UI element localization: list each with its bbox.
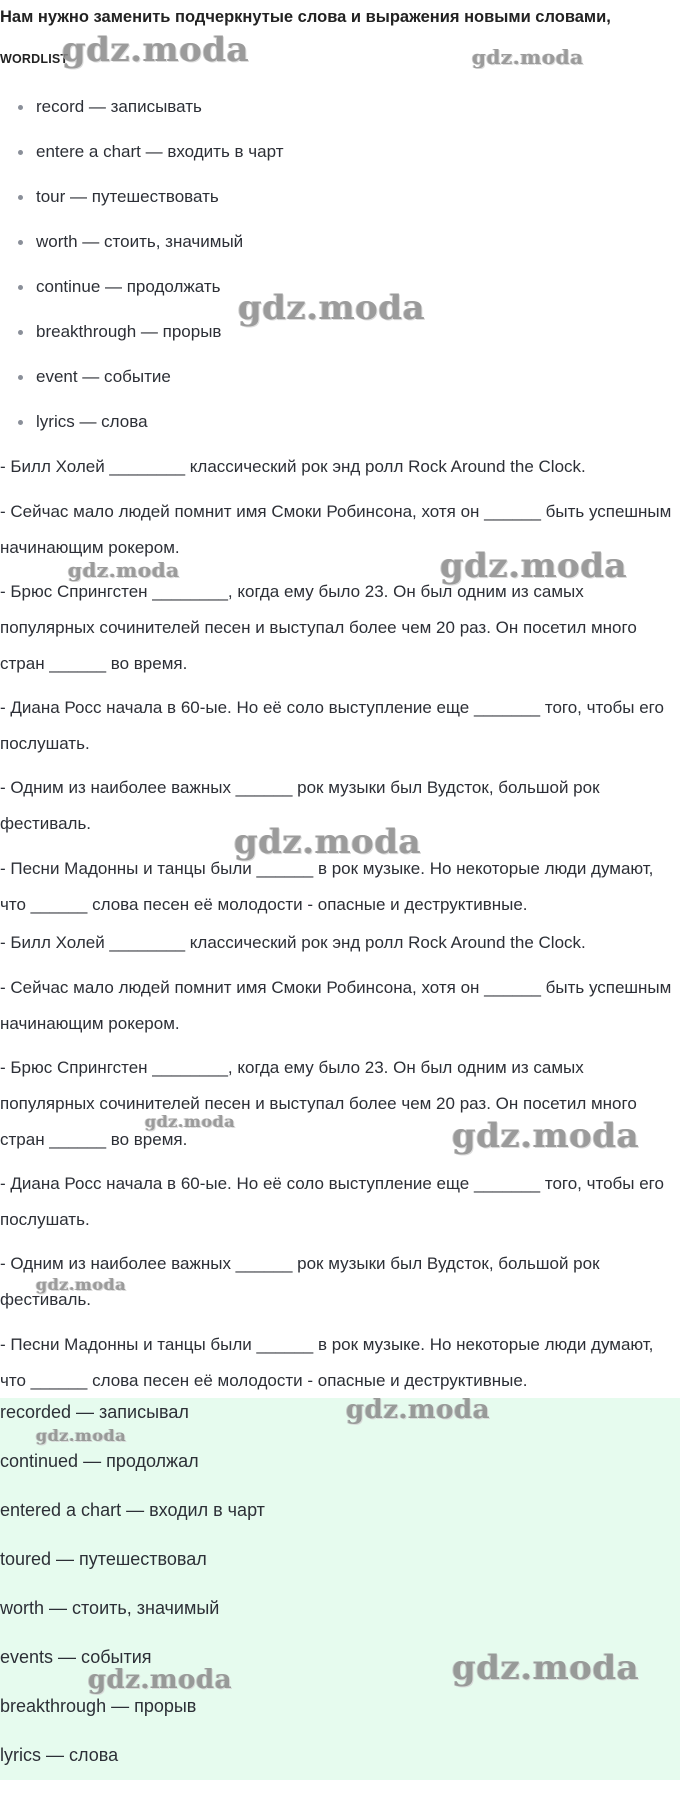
watermark-logo: gdz.moda bbox=[238, 288, 426, 328]
wordlist-item: record — записывать bbox=[18, 96, 283, 141]
exercise-sentence: - Одним из наиболее важных ______ рок музыки был Вудсток, большой рок фестиваль. bbox=[0, 778, 600, 833]
exercise-sentence: - Песни Мадонны и танцы были ______ в рок музыке. Но некоторые люди думают, что ______ слова песен её молодости - опасные и деструктивные. bbox=[0, 859, 654, 914]
exercise-sentence: - Одним из наиболее важных ______ рок музыки был Вудсток, большой рок фестиваль. bbox=[0, 1254, 600, 1309]
watermark-logo: gdz.moda bbox=[452, 1116, 640, 1156]
wordlist-item: event — событие bbox=[18, 366, 283, 411]
exercise-sentence: - Сейчас мало людей помнит имя Смоки Робинсона, хотя он ______ быть успешным начинающим рокером. bbox=[0, 978, 672, 1033]
answer-line: lyrics — слова bbox=[0, 1745, 119, 1765]
watermark-logo: gdz.moda bbox=[88, 1665, 233, 1695]
wordlist bbox=[18, 96, 283, 456]
wordlist-item: tour — путешествовать bbox=[18, 186, 283, 231]
watermark-logo: gdz.moda bbox=[36, 1426, 127, 1445]
watermark-logo: gdz.moda bbox=[62, 30, 250, 70]
answer-line: continued — продолжал bbox=[0, 1451, 199, 1471]
instruction-heading: Нам нужно заменить подчеркнутые слова и выражения новыми словами, bbox=[0, 8, 611, 26]
answer-line: toured — путешествовал bbox=[0, 1549, 207, 1569]
wordlist-item: lyrics — слова bbox=[18, 411, 283, 456]
exercise-sentence: - Брюс Спрингстен ________, когда ему было 23. Он был одним из самых популярных сочинителей песен и выступал более чем 20 раз. Он посетил много стран ______ во время. bbox=[0, 582, 637, 673]
wordlist-label: WORDLIST bbox=[0, 52, 69, 66]
watermark-logo: gdz.moda bbox=[452, 1648, 640, 1688]
watermark-logo: gdz.moda bbox=[68, 558, 180, 582]
exercise-sentence: - Песни Мадонны и танцы были ______ в рок музыке. Но некоторые люди думают, что ______ слова песен её молодости - опасные и деструктивные. bbox=[0, 1335, 654, 1390]
watermark-logo: gdz.moda bbox=[346, 1395, 491, 1425]
watermark-logo: gdz.moda bbox=[145, 1112, 236, 1131]
answer-line: events — события bbox=[0, 1647, 152, 1667]
exercise-sentence: - Брюс Спрингстен ________, когда ему было 23. Он был одним из самых популярных сочинителей песен и выступал более чем 20 раз. Он посетил много стран ______ во время. bbox=[0, 1058, 637, 1149]
wordlist-item: breakthrough — прорыв bbox=[18, 321, 283, 366]
watermark-logo: gdz.moda bbox=[36, 1275, 127, 1294]
exercise-sentence: - Диана Росс начала в 60-ые. Но её соло выступление еще _______ того, чтобы его послушать. bbox=[0, 698, 664, 753]
answer-line: entered a chart — входил в чарт bbox=[0, 1500, 265, 1520]
exercise-sentence: - Диана Росс начала в 60-ые. Но её соло выступление еще _______ того, чтобы его послушать. bbox=[0, 1174, 664, 1229]
wordlist-item: continue — продолжать bbox=[18, 276, 283, 321]
answer-line: recorded — записывал bbox=[0, 1402, 189, 1422]
exercise-sentence: - Билл Холей ________ классический рок энд ролл Rock Around the Clock. bbox=[0, 933, 586, 952]
exercise-sentence: - Билл Холей ________ классический рок энд ролл Rock Around the Clock. bbox=[0, 457, 586, 476]
wordlist-item: worth — стоить, значимый bbox=[18, 231, 283, 276]
answer-panel bbox=[0, 1398, 680, 1780]
answer-line: breakthrough — прорыв bbox=[0, 1696, 197, 1716]
watermark-logo: gdz.moda bbox=[234, 822, 422, 862]
answer-line: worth — стоить, значимый bbox=[0, 1598, 220, 1618]
wordlist-item: entere a chart — входить в чарт bbox=[18, 141, 283, 186]
exercise-sentence: - Сейчас мало людей помнит имя Смоки Робинсона, хотя он ______ быть успешным начинающим рокером. bbox=[0, 502, 672, 557]
watermark-logo: gdz.moda bbox=[472, 45, 584, 69]
watermark-logo: gdz.moda bbox=[440, 546, 628, 586]
